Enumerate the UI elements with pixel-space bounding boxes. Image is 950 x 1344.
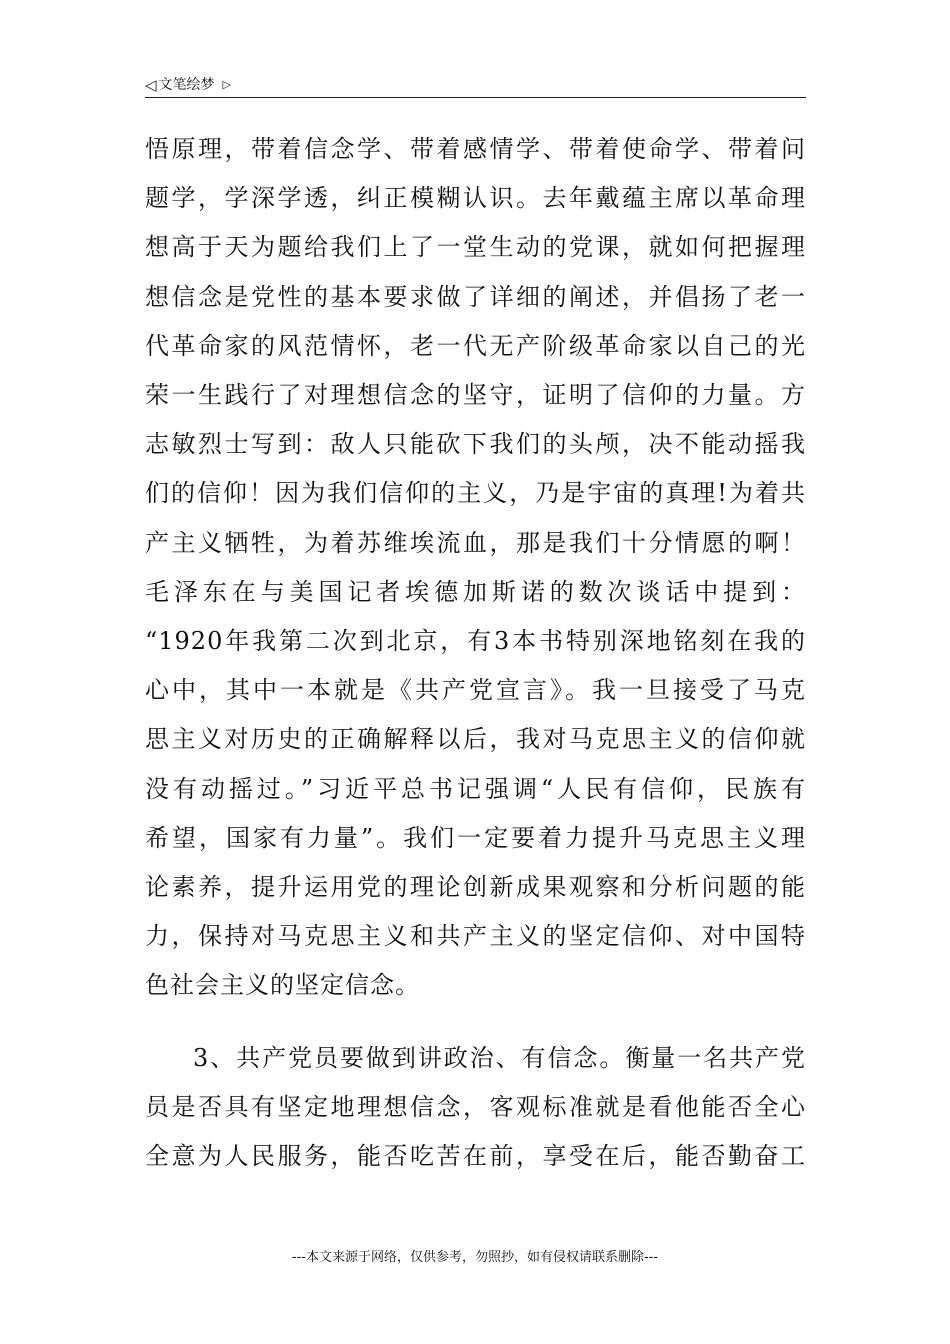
page-footer: ---本文来源于网络，仅供参考，勿照抄，如有侵权请联系删除--- — [291, 1250, 659, 1265]
text-line: “1920年我第二次到北京，有3本书特别深地铭刻在我的 — [145, 627, 806, 656]
text-line: 们的信仰！因为我们信仰的主义，乃是宇宙的真理!为着共 — [145, 479, 806, 508]
triangle-right-icon: ▷ — [222, 77, 232, 91]
text-line: 全意为人民服务，能否吃苦在前，享受在后，能否勤奋工 — [145, 1142, 806, 1171]
header-title: 文笔绘梦 — [158, 76, 215, 93]
text-line: 产主义牺牲，为着苏维埃流血，那是我们十分情愿的啊！ — [145, 528, 806, 557]
paragraph-1 — [145, 125, 806, 1011]
text-line: 想信念是党性的基本要求做了详细的阐述，并倡扬了老一 — [145, 282, 806, 311]
text-line: 毛泽东在与美国记者埃德加斯诺的数次谈话中提到： — [145, 577, 806, 606]
text-line: 员是否具有坚定地理想信念，客观标准就是看他能否全心 — [145, 1092, 806, 1121]
text-line: 代革命家的风范情怀，老一代无产阶级革命家以自己的光 — [145, 331, 806, 360]
text-line: 力，保持对马克思主义和共产主义的坚定信仰、对中国特 — [145, 922, 806, 951]
triangle-left-icon: ◁ — [145, 75, 157, 94]
paragraph-2 — [145, 1034, 806, 1182]
text-line: 荣一生践行了对理想信念的坚守，证明了信仰的力量。方 — [145, 381, 806, 410]
text-line: 想高于天为题给我们上了一堂生动的党课，就如何把握理 — [145, 233, 806, 262]
text-line: 色社会主义的坚定信念。 — [145, 971, 420, 1000]
text-line: 3、共产党员要做到讲政治、有信念。衡量一名共产党 — [193, 1043, 806, 1072]
text-line: 论素养，提升运用党的理论创新成果观察和分析问题的能 — [145, 873, 806, 902]
text-line: 思主义对历史的正确解释以后，我对马克思主义的信仰就 — [145, 725, 806, 754]
paragraph-spacer — [145, 1011, 806, 1034]
page-header — [145, 72, 806, 98]
text-line: 志敏烈士写到：敌人只能砍下我们的头颅，决不能动摇我 — [145, 430, 806, 459]
text-line: 心中，其中一本就是《共产党宣言》。我一旦接受了马克 — [145, 676, 806, 705]
document-body — [145, 125, 806, 1181]
text-line: 题学，学深学透，纠正模糊认识。去年戴蕴主席以革命理 — [145, 184, 806, 213]
text-line: 希望，国家有力量”。我们一定要着力提升马克思主义理 — [145, 823, 806, 852]
text-line: 没有动摇过。”习近平总书记强调“人民有信仰，民族有 — [145, 774, 806, 803]
text-line: 悟原理，带着信念学、带着感情学、带着使命学、带着问 — [145, 135, 806, 163]
